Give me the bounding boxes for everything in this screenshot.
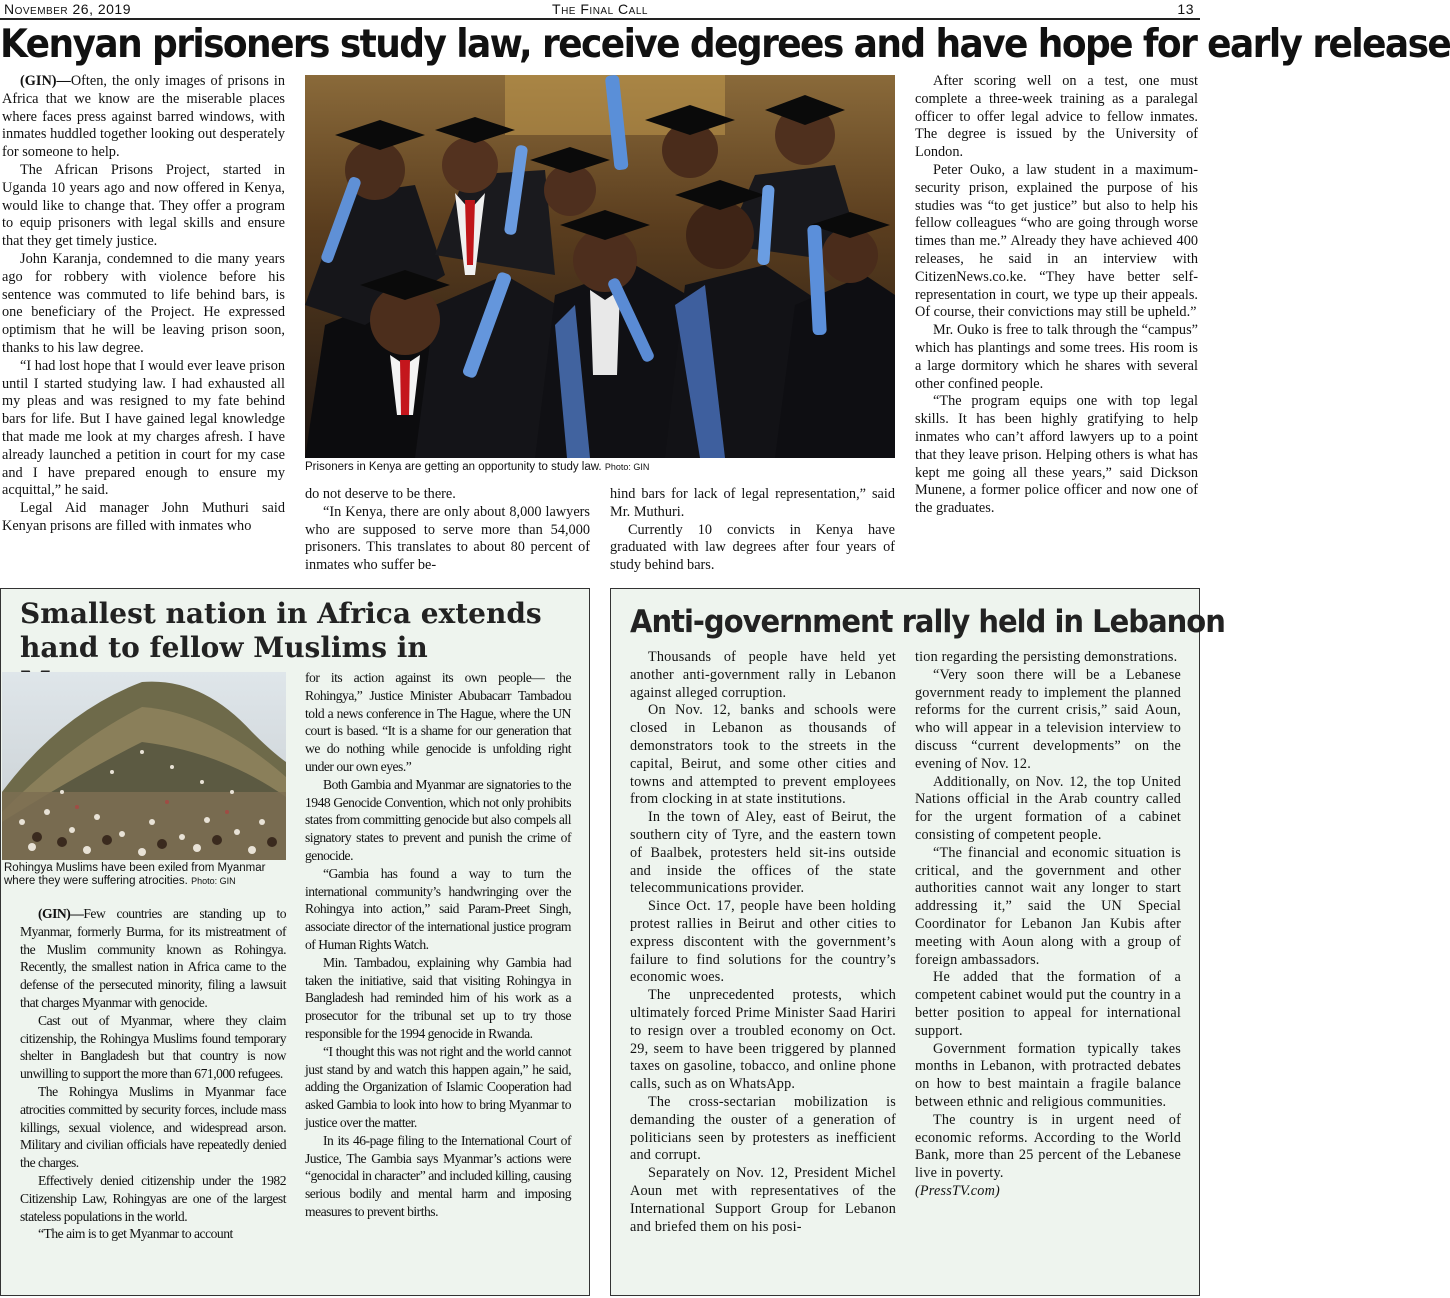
- paper-name: The Final Call: [552, 1, 648, 17]
- story3-paragraph: The cross-sectarian mobilization is demanding the ouster of a generation of politicians seen by protesters as inefficient and corrupt.: [630, 1093, 896, 1164]
- story1-col1: [2, 73, 285, 536]
- story1-col2: [305, 486, 590, 575]
- graduates-photo: [305, 75, 895, 458]
- story2-paragraph: Min. Tambadou, explaining why Gambia had taken the initiative, said that visiting Rohingya in Bangladesh had reminded him of his work as a prosecutor for the tribunal set up to try those responsible for the 1994 genocide in Rwanda.: [305, 954, 571, 1041]
- story2-lead-text: Few countries are standing up to Myanmar, formerly Burma, for its mistreatment of the Muslim community known as Rohingya. Recently, the smallest nation in Africa came to the defense of the persecuted minority, filing a lawsuit that charges Myanmar with genocide.: [20, 906, 286, 1010]
- story1-paragraph: Mr. Ouko is free to talk through the “campus” which has plantings and some trees. His room is a large dormitory which he shares with several other confined people.: [915, 322, 1198, 392]
- rohingya-crowd-photo: [2, 672, 286, 860]
- story2-paragraph: “Gambia has found a way to turn the international community’s handwringing over the Rohingya into action,” said Param-Preet Singh, associate director of the international justice program of Human Rights Watch.: [305, 865, 571, 952]
- story1-paragraph: (GIN)—Often, the only images of prisons in Africa that we know are the miserable places where faces press against barred windows, with inmates huddled together looking out desperately for someone to help.: [2, 73, 285, 161]
- story3-paragraph: He added that the formation of a competent cabinet would put the country in a better position to appeal for international support.: [915, 969, 1181, 1039]
- graduates-caption: [305, 461, 895, 474]
- story3-paragraph: Thousands of people have held yet another anti-government rally in Lebanon against alleged corruption.: [630, 649, 896, 701]
- story1-paragraph: “The program equips one with top legal skills. It has been highly gratifying to help inmates who can’t afford lawyers up to a point that they leave prison. Helping others is what has kept me going all these years,” said Dickson Munene, a former police officer and now one of the graduates.: [915, 393, 1198, 517]
- story3-paragraph: In the town of Aley, east of Beirut, the southern city of Tyre, and the eastern town of Baalbek, protesters held sit-ins outside and inside the offices of the state telecommunications provider.: [630, 809, 896, 897]
- story1-paragraph: John Karanja, condemned to die many years ago for robbery with violence before his sentence was commuted to life behind bars, is one beneficiary of the Project. He expressed optimism that he will be leaving prison soon, thanks to his law degree.: [2, 250, 285, 356]
- story2-paragraph: for its action against its own people— the Rohingya,” Justice Minister Abubacarr Tambadou told a news conference in The Hague, where the UN court is based. “It is a shame for our generation that we do nothing while genocide is unfolding right under our own eyes.”: [305, 670, 571, 774]
- photo-credit: Photo: GIN: [191, 876, 236, 886]
- source-text: (PressTV.com): [915, 1182, 1000, 1199]
- story2-paragraph: “I thought this was not right and the world cannot just stand by and watch this happen again,” he said, adding the Organization of Islamic Cooperation had asked Gambia to look into how to bring Myanmar to justice over the matter.: [305, 1043, 571, 1130]
- story3-headline: Anti-government rally held in Lebanon: [630, 602, 1225, 640]
- story1-paragraph: do not deserve to be there.: [305, 486, 456, 502]
- story2-paragraph: In its 46-page filing to the International Court of Justice, The Gambia says Myanmar’s actions were “genocidal in character” and included killing, causing serious bodily and mental harm and imposing measures to prevent births.: [305, 1132, 571, 1219]
- story2-paragraph: The Rohingya Muslims in Myanmar face atrocities committed by security forces, include mass killings, sexual violence, and widespread arson. Military and civilian officials have repeatedly denied the charges.: [20, 1083, 286, 1171]
- story3-paragraph: Since Oct. 17, people have been holding protest rallies in Beirut and other cities to express discontent with the government’s failure to find solutions for the country’s economic woes.: [630, 898, 896, 986]
- story3-paragraph: “The financial and economic situation is critical, and the government and other authorities cannot wait any longer to start addressing it,” said the UN Special Coordinator for Lebanon Jan Kubis after meeting with Aoun along with a group of foreign ambassadors.: [915, 844, 1181, 968]
- story1-paragraph: Peter Ouko, a law student in a maximum-security prison, explained the purpose of his studies was “to get justice” but also to help his fellow colleagues “who are going through worse times than me.” Already they have achieved 400 releases, he said in an interview with CitizenNews.co.ke. “They have better self-representation in court, we type up their appeals. Of course, their convictions may still be upheld.”: [915, 161, 1198, 321]
- story3-paragraph: The country is in urgent need of economic reforms. According to the World Bank, more than 25 percent of the Lebanese live in poverty.: [915, 1111, 1181, 1182]
- story1-col3: [610, 486, 895, 575]
- story1-paragraph: Legal Aid manager John Muthuri said Kenyan prisons are filled with inmates who: [2, 500, 285, 534]
- story3-paragraph: “Very soon there will be a Lebanese government ready to implement the planned reforms for the current crisis,” said Aoun, who will appear in a television interview to discuss “current developments” on the evening of Nov. 12.: [915, 666, 1181, 772]
- story1-col4: [915, 73, 1198, 518]
- story3-paragraph: On Nov. 12, banks and schools were closed in Lebanon as thousands of demonstrators took to the streets in the capital, Beirut, and some other cities and towns and attempted to prevent employees from clocking in at state institutions.: [630, 702, 896, 808]
- story3-paragraph: tion regarding the persisting demonstrations.: [915, 649, 1178, 665]
- story1-paragraph: After scoring well on a test, one must complete a three-week training as a paralegal officer to offer legal advice to fellow inmates. The degree is issued by the University of London.: [915, 73, 1198, 161]
- story3-col1: [630, 649, 896, 1236]
- story3-paragraph: Separately on Nov. 12, President Michel Aoun met with representatives of the International Support Group for Lebanon and briefed them on his posi-: [630, 1165, 896, 1235]
- story2-paragraph: (GIN)—Few countries are standing up to Myanmar, formerly Burma, for its mistreatment of the Muslim community known as Rohingya. Recently, the smallest nation in Africa came to the defense of the persecuted minority, filing a lawsuit that charges Myanmar with genocide.: [20, 906, 286, 1010]
- story3-paragraph: The unprecedented protests, which ultimately forced Prime Minister Saad Hariri to resign over a troubled economy on Oct. 29, seem to have been triggered by planned taxes on gasoline, tobacco, and online phone calls, such as on WhatsApp.: [630, 987, 896, 1093]
- story2-col2: [305, 669, 571, 1221]
- story1-headline: Kenyan prisoners study law, receive degrees and have hope for early release: [0, 22, 1450, 67]
- rohingya-caption: [4, 862, 288, 888]
- story2-paragraph: Both Gambia and Myanmar are signatories to the 1948 Genocide Convention, which not only prohibits states from committing genocide but also compels all signatory states to prevent and punish the crime of genocide.: [305, 776, 571, 863]
- caption-text: Prisoners in Kenya are getting an opportunity to study law.: [305, 461, 602, 473]
- masthead: [0, 0, 1200, 20]
- story1-paragraph: The African Prisons Project, started in Uganda 10 years ago and now offered in Kenya, would like to change that. They offer a program to equip prisoners with legal skills and ensure that they get timely justice.: [2, 161, 285, 250]
- photo-credit: Photo: GIN: [604, 462, 650, 472]
- story1-paragraph: “I had lost hope that I would ever leave prison until I started studying law. I had exhausted all my pleas and was resigned to my fate behind bars for life. But I have gained legal knowledge that made me look at my charges afresh. I have already launched a petition in court for my case and I have prepared enough to ensure my acquittal,” he said.: [2, 357, 285, 499]
- story2-paragraph: Cast out of Myanmar, where they claim citizenship, the Rohingya Muslims found temporary shelter in Bangladesh but that country is now unwilling to support the more than 671,000 refugees.: [20, 1012, 286, 1082]
- story3-source: [915, 1183, 1181, 1201]
- story2-paragraph: “The aim is to get Myanmar to account: [38, 1226, 233, 1242]
- issue-date: November 26, 2019: [4, 1, 132, 17]
- caption-text: Rohingya Muslims have been exiled from Myanmar where they were suffering atrocities.: [4, 862, 266, 887]
- story1-paragraph: “In Kenya, there are only about 8,000 lawyers who are supposed to serve more than 54,000 prisoners. This translates to about 80 percent of inmates who suffer be-: [305, 503, 590, 574]
- story1-paragraph: hind bars for lack of legal representation,” said Mr. Muthuri.: [610, 486, 895, 520]
- story1-lead-text: Often, the only images of prisons in Africa that we know are the miserable places where faces press against barred windows, with inmates huddled together looking out desperately for someone to help.: [2, 73, 285, 161]
- story2-paragraph: Effectively denied citizenship under the 1982 Citizenship Law, Rohingyas are one of the largest stateless populations in the world.: [20, 1172, 286, 1224]
- story2-headline: Smallest nation in Africa extends hand to fellow Muslims in: [20, 597, 542, 664]
- story2-col1: [20, 905, 286, 1243]
- story3-col2: [915, 649, 1181, 1201]
- story3-paragraph: Government formation typically takes months in Lebanon, with protracted debates on how to best maintain a fragile balance between ethnic and religious communities.: [915, 1040, 1181, 1110]
- page-number: 13: [1177, 1, 1194, 17]
- story3-paragraph: Additionally, on Nov. 12, the top United Nations official in the Arab country called for the urgent formation of a cabinet consisting of competent people.: [915, 773, 1181, 843]
- story1-paragraph: Currently 10 convicts in Kenya have graduated with law degrees after four years of study behind bars.: [610, 521, 895, 574]
